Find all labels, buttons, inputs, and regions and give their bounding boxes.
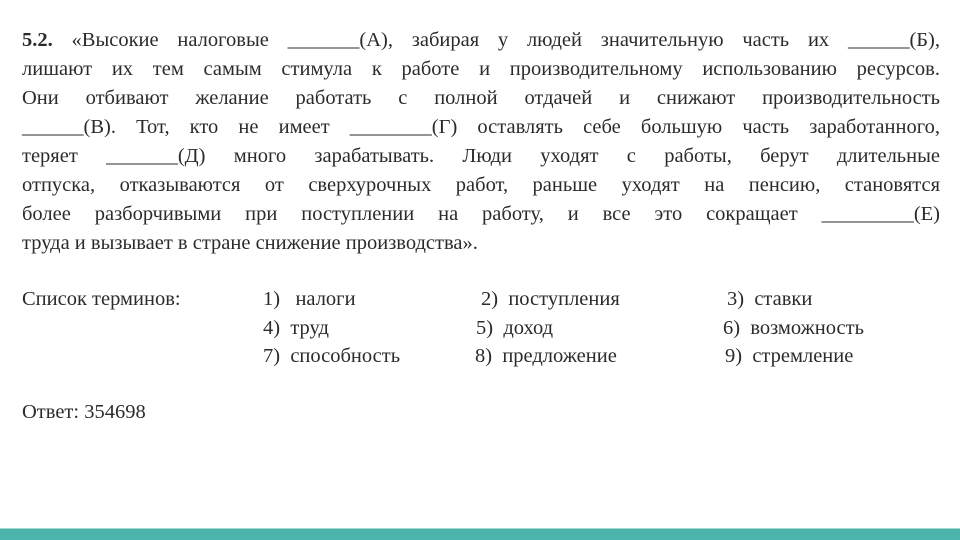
passage-line-8: труда и вызывает в стране снижение производства». bbox=[22, 232, 478, 254]
term-6: 6) возможность bbox=[723, 316, 864, 339]
bottom-accent-bar bbox=[0, 528, 960, 540]
task-number: 5.2. bbox=[22, 29, 53, 51]
term-3: 3) ставки bbox=[727, 288, 813, 310]
answer bbox=[22, 398, 146, 427]
passage-line-6: отпуска, отказываются от сверхурочных работ, раньше уходят на пенсию, становятся bbox=[22, 174, 940, 196]
passage-line-3: Они отбивают желание работать с полной отдачей и снижают производительность bbox=[22, 87, 940, 109]
passage-line-1: 5.2. «Высокие налоговые _______(А), забирая у людей значительную часть их ______(Б), bbox=[22, 29, 941, 51]
terms-label: Список терминов: bbox=[22, 288, 181, 310]
term-9: 9) стремление bbox=[725, 345, 854, 367]
term-4: 4) труд bbox=[263, 316, 329, 339]
passage-line-7: более разборчивыми при поступлении на работу, и все это сокращает _________(Е) bbox=[22, 203, 940, 225]
task-passage bbox=[22, 26, 940, 258]
term-1: 1) налоги bbox=[263, 288, 356, 310]
term-5: 5) доход bbox=[476, 316, 554, 339]
term-8: 8) предложение bbox=[475, 345, 617, 367]
term-7: 7) способность bbox=[263, 345, 401, 367]
passage-line-4: ______(В). Тот, кто не имеет ________(Г) оставлять себе большую часть заработанного, bbox=[22, 116, 940, 138]
term-2: 2) поступления bbox=[481, 288, 620, 310]
answer-value: 354698 bbox=[84, 401, 146, 423]
passage-line-2: лишают их тем самым стимула к работе и производительному использованию ресурсов. bbox=[22, 58, 940, 80]
passage-line-5: теряет _______(Д) много зарабатывать. Люди уходят с работы, берут длительные bbox=[22, 145, 940, 167]
answer-label: Ответ: bbox=[22, 401, 80, 423]
